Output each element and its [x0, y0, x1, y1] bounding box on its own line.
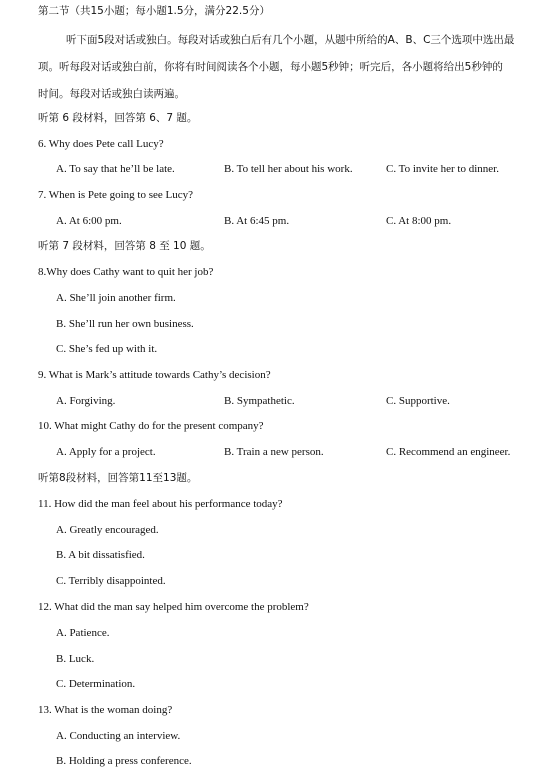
instruction-line: 时间。每段对话或独白读两遍。 — [38, 88, 185, 100]
question-stem: 6. Why does Pete call Lucy? — [38, 138, 164, 150]
option-b: B. A bit dissatisfied. — [56, 549, 145, 561]
option-a: A. Conducting an interview. — [56, 730, 181, 742]
option-b: B. Sympathetic. — [224, 395, 295, 407]
option-a: A. Forgiving. — [56, 395, 116, 407]
option-a: A. Apply for a project. — [56, 446, 156, 458]
group-note: 听第8段材料，回答第11至13题。 — [38, 472, 198, 484]
question-stem: 11. How did the man feel about his performance today? — [38, 498, 283, 510]
option-a: A. Patience. — [56, 627, 110, 639]
option-b: B. Luck. — [56, 653, 95, 665]
option-c: C. To invite her to dinner. — [386, 163, 499, 175]
instruction-line: 听下面5段对话或独白。每段对话或独白后有几个小题，从题中所给的A、B、C三个选项中选出最 — [66, 34, 515, 46]
option-a: A. At 6:00 pm. — [56, 215, 122, 227]
option-b: B. She’ll run her own business. — [56, 318, 194, 330]
option-b: B. To tell her about his work. — [224, 163, 353, 175]
section-title: 第二节（共15小题；每小题1.5分，满分22.5分） — [38, 5, 270, 17]
question-stem: 8.Why does Cathy want to quit her job? — [38, 266, 214, 278]
option-c: C. Recommend an engineer. — [386, 446, 511, 458]
option-b: B. Holding a press conference. — [56, 755, 192, 767]
option-c: C. She’s fed up with it. — [56, 343, 158, 355]
option-c: C. At 8:00 pm. — [386, 215, 452, 227]
instruction-line: 项。听每段对话或独白前，你将有时间阅读各个小题，每小题5秒钟；听完后，各小题将给出5秒钟的 — [38, 61, 503, 73]
option-a: A. Greatly encouraged. — [56, 524, 159, 536]
question-stem: 12. What did the man say helped him overcome the problem? — [38, 601, 309, 613]
option-a: A. To say that he’ll be late. — [56, 163, 175, 175]
option-a: A. She’ll join another firm. — [56, 292, 176, 304]
question-stem: 13. What is the woman doing? — [38, 704, 173, 716]
question-stem: 9. What is Mark’s attitude towards Cathy’s decision? — [38, 369, 271, 381]
option-c: C. Terribly disappointed. — [56, 575, 166, 587]
question-stem: 7. When is Pete going to see Lucy? — [38, 189, 193, 201]
option-c: C. Supportive. — [386, 395, 450, 407]
group-note: 听第 7 段材料，回答第 8 至 10 题。 — [38, 240, 211, 252]
option-b: B. Train a new person. — [224, 446, 324, 458]
question-stem: 10. What might Cathy do for the present company? — [38, 420, 264, 432]
option-c: C. Determination. — [56, 678, 136, 690]
group-note: 听第 6 段材料，回答第 6、7 题。 — [38, 112, 198, 124]
option-b: B. At 6:45 pm. — [224, 215, 290, 227]
